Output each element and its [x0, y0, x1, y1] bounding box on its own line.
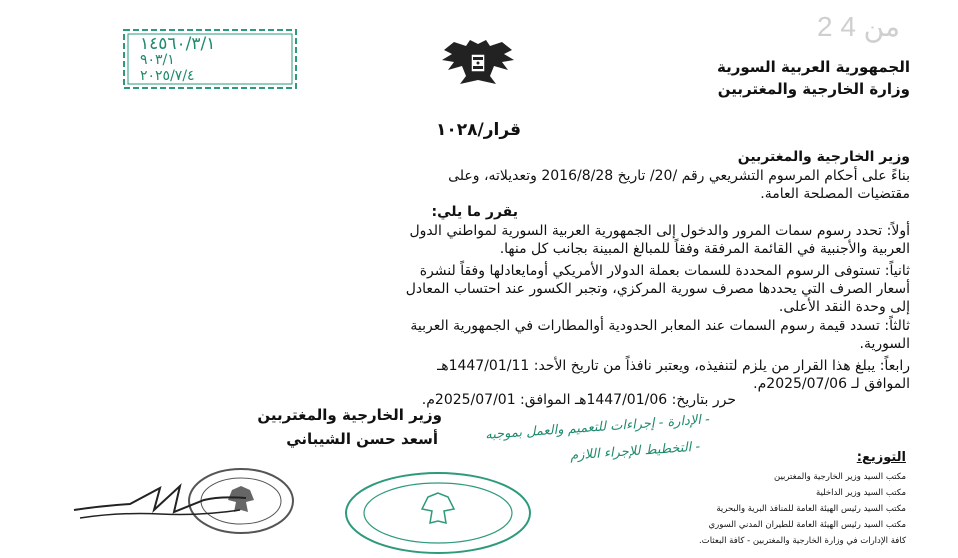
registration-date: ٢٠٢٥/٧/٤ [140, 68, 195, 84]
preamble-line-1: بناءً على أحكام المرسوم التشريعي رقم /20/ تاريخ 2016/8/28 وتعديلاته، وعلى [448, 168, 910, 184]
signature-icon [70, 480, 250, 530]
distribution-item: مكتب السيد رئيس الهيئة العامة للمنافذ البرية والبحرية [716, 504, 906, 514]
registration-stamp [120, 28, 300, 90]
decides-heading: يقرر ما يلي: [431, 204, 518, 220]
handwritten-note-line-2: - التخطيط للإجراء اللازم [569, 439, 701, 464]
ministry-name: وزارة الخارجية والمغتربين [717, 80, 910, 98]
distribution-item: كافة الإدارات في وزارة الخارجية والمغتربين - كافة البعثات. [698, 536, 906, 546]
article-2-line-3: إلى وحدة النقد الأعلى. [778, 299, 910, 315]
minister-heading: وزير الخارجية والمغتربين [737, 149, 910, 165]
preamble-line-2: مقتضيات المصلحة العامة. [760, 186, 910, 202]
country-name: الجمهورية العربية السورية [717, 58, 910, 76]
article-2-line-2: أسعار الصرف التي يحددها مصرف سورية المركزي، وتجبر الكسور عند احتساب المعادل [405, 281, 910, 297]
distribution-item: مكتب السيد وزير الخارجية والمغتربين [773, 472, 906, 482]
distribution-title: التوزيع: [856, 450, 906, 465]
issued-date: حرر بتاريخ: 1447/01/06هـ الموافق: 2025/07/01م. [421, 392, 736, 408]
signatory-title: وزير الخارجية والمغتربين [257, 406, 442, 424]
registration-number: ١٤٥٦٠/٣/١ [140, 34, 216, 54]
registration-ref: ٩٠٣/١ [140, 52, 175, 68]
distribution-item: مكتب السيد رئيس الهيئة العامة للطيران المدني السوري [708, 520, 906, 530]
decision-number: قرار/١٠٢٨ [436, 120, 522, 140]
article-3-line-1: ثالثاً: تسدد قيمة رسوم السمات عند المعابر الحدودية أوالمطارات في الجمهورية العربية [410, 318, 910, 334]
ministry-green-seal-icon [338, 465, 538, 555]
distribution-item: مكتب السيد وزير الداخلية [815, 488, 906, 498]
article-1-line-1: أولاً: تحدد رسوم سمات المرور والدخول إلى الجمهورية العربية السورية لمواطني الدول [409, 223, 910, 239]
eagle-emblem-icon [440, 38, 516, 88]
signatory-name: أسعد حسن الشيباني [286, 430, 438, 448]
article-4-line-2: الموافق لـ 2025/07/06م. [753, 376, 910, 392]
article-1-line-2: العربية والأجنبية في القائمة المرفقة وفقاً للمبالغ المبينة بجانب كل منها. [499, 241, 910, 257]
article-4-line-1: رابعاً: يبلغ هذا القرار من يلزم لتنفيذه، ويعتبر نافذاً من تاريخ الأحد: 1447/01/11هـ [437, 358, 910, 374]
page-number-badge: 2 من 4 [816, 11, 900, 42]
article-3-line-2: السورية. [859, 336, 910, 352]
handwritten-note-line-1: - الإدارة - إجراءات للتعميم والعمل بموجبه [484, 412, 711, 443]
article-2-line-1: ثانياً: تستوفى الرسوم المحددة للسمات بعملة الدولار الأمريكي أومايعادلها وفقاً لنشرة [419, 263, 910, 279]
